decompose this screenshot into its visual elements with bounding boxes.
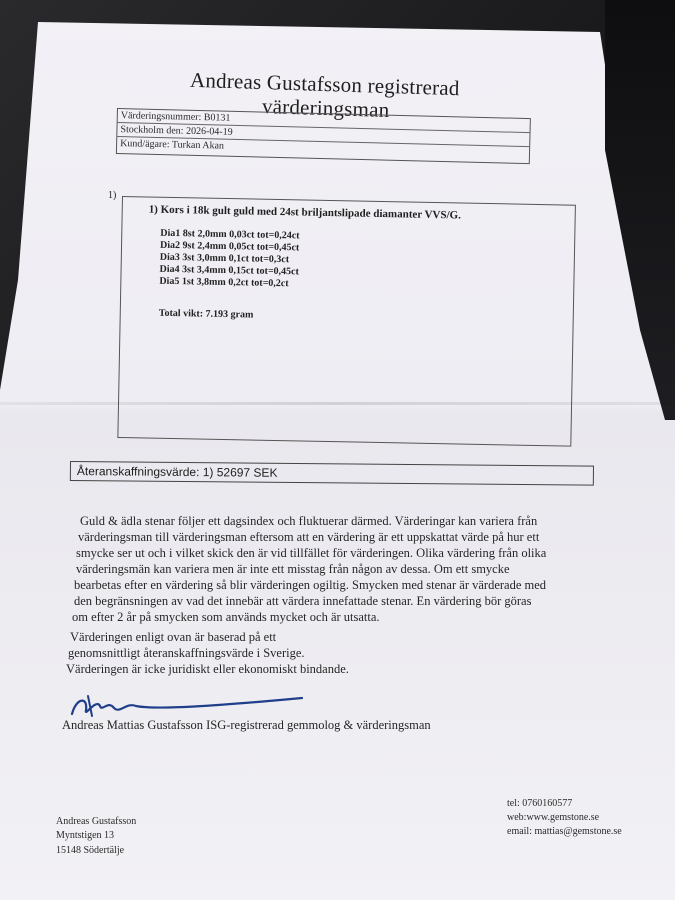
paragraph-line: genomsnittligt återanskaffningsvärde i Sverige. — [68, 646, 305, 660]
address-line: Myntstigen 13 — [56, 830, 115, 841]
address-line: 15148 Södertälje — [56, 845, 125, 856]
contact-email: email: mattias@gemstone.se — [507, 826, 622, 837]
paragraph-line: smycke ser ut och i vilket skick den är vid tillfället för värderingen. Olika värdering från olika — [76, 546, 547, 560]
item-number: 1) — [108, 190, 117, 201]
diamond-row: Dia4 3st 3,4mm 0,15ct tot=0,45ct — [159, 263, 299, 278]
document-title-line2: värderingsman — [261, 94, 390, 122]
contact-web: web:www.gemstone.se — [507, 812, 600, 823]
paragraph-line: bearbetas efter en värdering så blir värderingen ogiltig. Smycken med stenar är värderade med — [74, 578, 547, 592]
paragraph-line: om efter 2 år på smycken som används mycket och är utsatta. — [72, 610, 380, 624]
location-date: Stockholm den: 2026-04-19 — [117, 123, 529, 147]
address-line: Andreas Gustafsson — [56, 816, 137, 827]
item-title: 1) Kors i 18k gult guld med 24st briljantslipade diamanter VVS/G. — [148, 203, 462, 222]
total-weight: Total vikt: 7.193 gram — [158, 307, 254, 321]
customer-owner: Kund/ägare: Turkan Akan — [119, 138, 225, 152]
paragraph-line: den begränsningen av vad det innebär att värdera innefattade stenar. En värdering bör göras — [74, 594, 532, 608]
diamond-row: Dia5 1st 3,8mm 0,2ct tot=0,2ct — [159, 275, 289, 290]
diamond-row: Dia2 9st 2,4mm 0,05ct tot=0,45ct — [159, 239, 300, 254]
diamond-row: Dia3 3st 3,0mm 0,1ct tot=0,3ct — [159, 251, 290, 266]
item-description-box — [117, 196, 576, 447]
paragraph-line: värderingsman till värderingsman eftersom att en värdering är ett uppskattat värde på hur ett — [78, 530, 540, 544]
replacement-value: Återanskaffningsvärde: 1) 52697 SEK — [70, 461, 594, 486]
paragraph-line: Värderingen är icke juridiskt eller ekonomiskt bindande. — [66, 662, 349, 676]
paragraph-line: Värderingen enligt ovan är baserad på ett — [70, 630, 277, 644]
document-title-line1: Andreas Gustafsson registrerad — [189, 67, 460, 101]
valuation-number: Värderingsnummer: B0131 — [118, 109, 530, 133]
paragraph-line: värderingsmän kan variera men är inte ett misstag från någon av dessa. Om ett smycke — [76, 562, 510, 576]
signature-name: Andreas Mattias Gustafsson ISG-registrerad gemmolog & värderingsman — [62, 718, 431, 732]
contact-phone: tel: 0760160577 — [507, 798, 573, 809]
diamond-row: Dia1 8st 2,0mm 0,03ct tot=0,24ct — [160, 227, 300, 242]
paragraph-line: Guld & ädla stenar följer ett dagsindex och fluktuerar därmed. Värderingar kan variera från — [80, 514, 538, 528]
